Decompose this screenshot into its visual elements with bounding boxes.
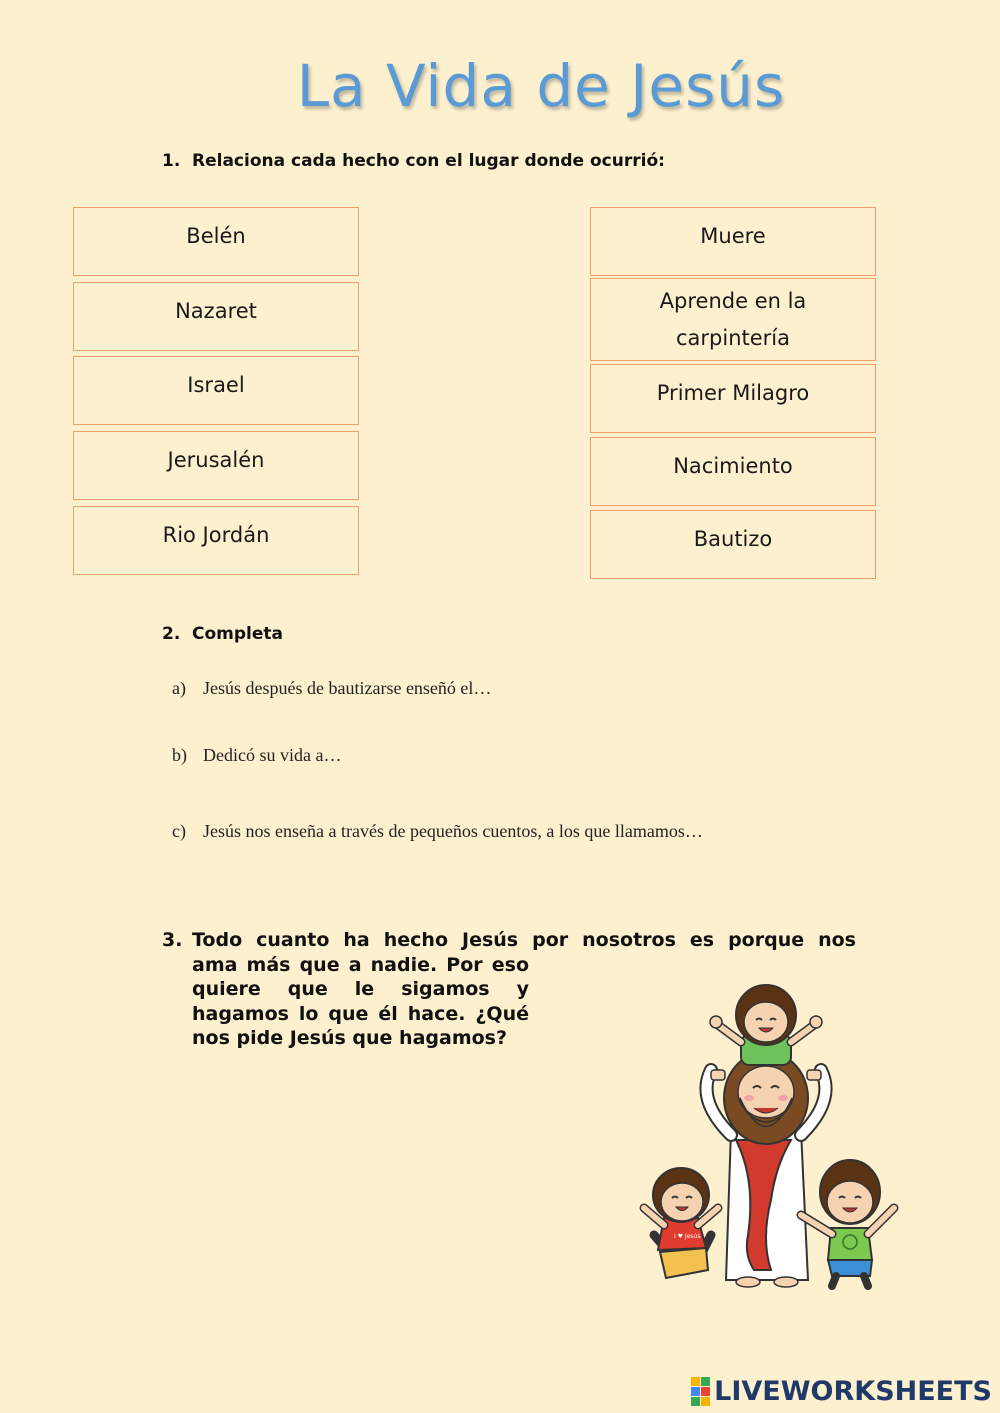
event-box-carpinteria[interactable] [590,278,876,361]
item-text: Dedicó su vida a… [203,745,342,765]
completa-item-a[interactable] [172,678,491,699]
liveworksheets-logo[interactable] [691,1376,992,1407]
event-box-primer-milagro[interactable] [590,364,876,433]
section-3-line-2: ama más que a nadie. Por eso [192,953,529,976]
event-box-bautizo[interactable] [590,510,876,579]
liveworksheets-logo-text: LIVEWORKSHEETS [714,1376,992,1407]
section-1-heading-text: Relaciona cada hecho con el lugar donde ocurrió: [192,151,665,171]
section-3-number: 3. [162,929,183,951]
shirt-text: I ♥ Jesús [674,1233,701,1240]
event-label: Primer Milagro [656,381,810,405]
event-box-nacimiento[interactable] [590,437,876,506]
completa-item-b[interactable] [172,745,341,766]
section-3-rest [192,953,529,1051]
jesus-with-children-illustration [636,980,906,1290]
section-3-line-1: Todo cuanto ha hecho Jesús por nosotros es porque nos [192,929,856,951]
item-letter: a) [172,678,186,698]
place-box-belen[interactable]: Belén [73,207,359,276]
item-letter: b) [172,745,187,765]
section-3-line-3: quiere que le sigamos y [192,978,529,1000]
event-label: Muere [700,224,766,248]
event-box-muere[interactable] [590,207,876,276]
item-text: Jesús después de bautizarse enseñó el… [203,678,492,698]
section-3-line-5: nos pide Jesús que hagamos? [192,1027,508,1049]
event-label: Nacimiento [673,454,793,478]
liveworksheets-logo-icon [691,1377,710,1406]
place-box-jerusalen[interactable]: Jerusalén [73,431,359,500]
section-3-line-4: hagamos lo que él hace. ¿Qué [192,1002,529,1025]
completa-item-c[interactable] [172,821,703,842]
section-2-heading-text: Completa [192,624,283,644]
item-letter: c) [172,821,186,841]
item-text: Jesús nos enseña a través de pequeños cuentos, a los que llamamos… [203,821,703,841]
place-box-nazaret[interactable]: Nazaret [73,282,359,351]
place-box-rio-jordan[interactable]: Rio Jordán [73,506,359,575]
event-label: Bautizo [693,527,773,551]
event-label-line2: carpintería [675,326,790,350]
section-2-number: 2. [162,624,181,644]
page-title: La Vida de Jesús [296,52,786,120]
place-box-israel[interactable]: Israel [73,356,359,425]
section-2-heading [162,624,283,644]
event-label-line1: Aprende en la [659,289,807,313]
section-1-number: 1. [162,151,181,171]
section-1-heading [162,151,665,171]
